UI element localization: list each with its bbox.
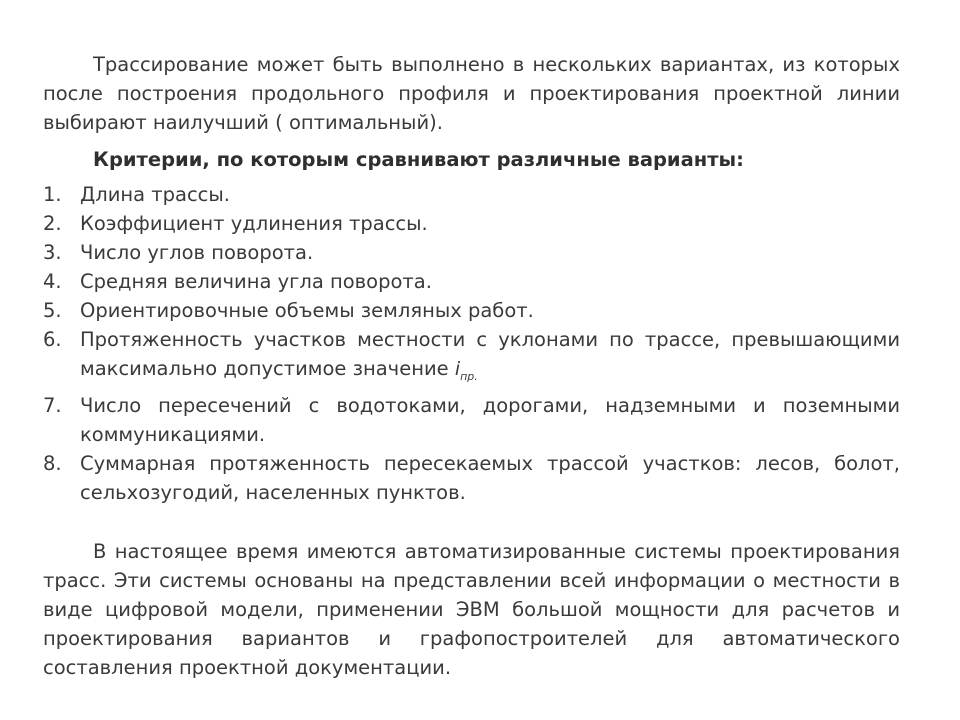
list-item xyxy=(43,209,900,238)
slope-symbol-subscript: пр. xyxy=(460,370,478,383)
list-item-text: Коэффициент удлинения трассы. xyxy=(80,212,428,235)
list-item-text: Ориентировочные объемы земляных работ. xyxy=(80,299,534,322)
list-item xyxy=(43,267,900,296)
spacer xyxy=(43,507,900,537)
list-item xyxy=(43,325,900,391)
list-item-text: Средняя величина угла поворота. xyxy=(80,270,432,293)
list-item-text: Число углов поворота. xyxy=(80,241,314,264)
slide-content xyxy=(43,50,900,682)
list-item xyxy=(43,238,900,267)
list-item-number: 1. xyxy=(43,183,62,206)
list-item-number: 8. xyxy=(43,452,62,475)
conclusion-paragraph: В настоящее время имеются автоматизированные системы проектирования трасс. Эти системы основаны на представлении всей информации о местности в виде цифровой модели, применении ЭВМ большой мощности для расчетов и проектирования вариантов и графопостроителей для автоматического составления проектной документации. xyxy=(43,540,900,679)
list-item xyxy=(43,296,900,325)
list-item-number: 4. xyxy=(43,270,62,293)
list-item-number: 7. xyxy=(43,394,62,417)
list-item-number: 6. xyxy=(43,328,62,351)
list-item-number: 5. xyxy=(43,299,62,322)
slope-symbol xyxy=(454,358,478,383)
slope-symbol-letter: i xyxy=(454,358,461,380)
list-item-text: Число пересечений с водотоками, дорогами, надземными и поземными коммуникациями. xyxy=(80,394,900,446)
intro-paragraph: Трассирование может быть выполнено в нескольких вариантах, из которых после построения продольного профиля и проектирования проектной линии выбирают наилучший ( оптимальный). xyxy=(43,53,900,134)
list-item-text: Суммарная протяженность пересекаемых трассой участков: лесов, болот, сельхозугодий, населенных пунктов. xyxy=(80,452,900,504)
criteria-heading: Критерии, по которым сравнивают различные варианты: xyxy=(93,148,744,171)
list-item-text: Протяженность участков местности с уклонами по трассе, превышающими максимально допустимое значение xyxy=(80,328,900,380)
list-item xyxy=(43,180,900,209)
criteria-list xyxy=(43,174,900,507)
list-item-number: 2. xyxy=(43,212,62,235)
list-item xyxy=(43,449,900,507)
list-item-text: Длина трассы. xyxy=(80,183,230,206)
list-item xyxy=(43,391,900,449)
list-item-number: 3. xyxy=(43,241,62,264)
